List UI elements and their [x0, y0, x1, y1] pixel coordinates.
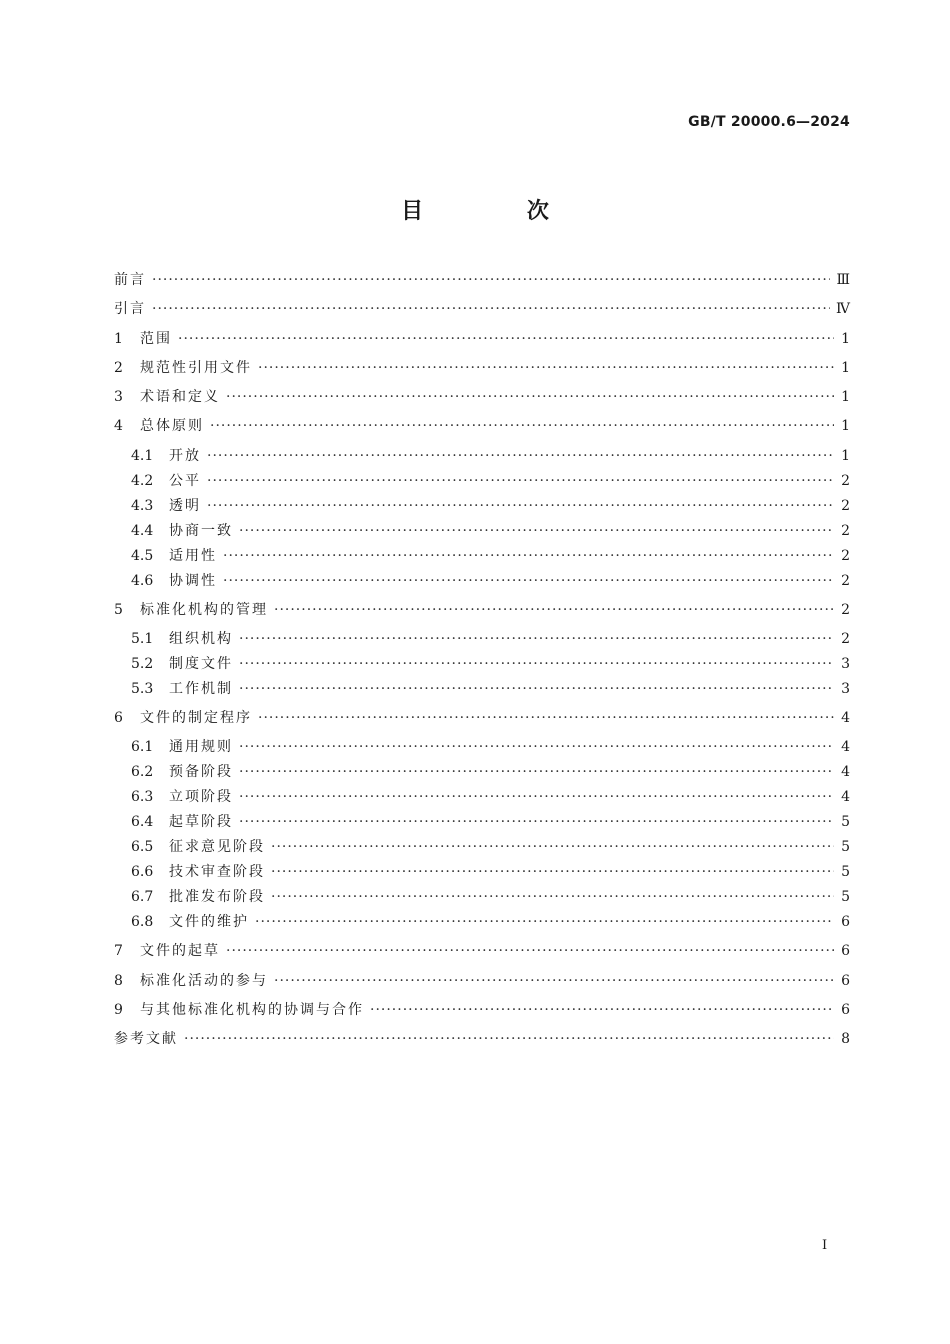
toc-dot-leader — [239, 522, 834, 540]
toc-entry-label: 批准发布阶段 — [169, 889, 265, 906]
toc-entry-number: 2 — [114, 359, 123, 376]
toc-entry-label: 通用规则 — [169, 739, 233, 756]
toc-dot-leader — [239, 655, 834, 673]
toc-entry-page: 4 — [841, 764, 850, 781]
toc-entry[interactable] — [114, 888, 850, 913]
toc-entry-page: 5 — [841, 839, 850, 856]
toc-dot-leader — [274, 601, 834, 619]
toc-entry-page: Ⅳ — [836, 301, 850, 318]
toc-entry-label: 协调性 — [169, 572, 217, 589]
standard-code: GB/T 20000.6—2024 — [688, 114, 850, 130]
toc-dot-leader — [239, 630, 834, 648]
toc-dot-leader — [239, 738, 834, 756]
toc-entry[interactable] — [114, 472, 850, 497]
toc-entry-page: 2 — [841, 601, 850, 618]
toc-entry-page: 2 — [841, 522, 850, 539]
toc-entry[interactable] — [114, 838, 850, 863]
toc-entry-page: 4 — [841, 789, 850, 806]
toc-entry-number: 4.4 — [131, 522, 154, 539]
toc-entry-page: 3 — [841, 681, 850, 698]
toc-entry-label: 开放 — [169, 447, 201, 464]
toc-dot-leader — [258, 359, 834, 377]
toc-entry-page: 5 — [841, 864, 850, 881]
toc-entry-label: 前言 — [114, 272, 146, 288]
toc-entry-label: 总体原则 — [140, 418, 204, 435]
toc-entry-label: 协商一致 — [169, 522, 233, 539]
toc-entry[interactable] — [114, 547, 850, 572]
toc-entry-page: Ⅲ — [836, 272, 850, 288]
toc-entry-label: 立项阶段 — [169, 789, 233, 806]
toc-entry[interactable] — [114, 942, 850, 971]
toc-entry-label: 制度文件 — [169, 656, 233, 673]
toc-dot-leader — [178, 330, 834, 348]
toc-entry-number: 8 — [114, 972, 123, 989]
toc-entry[interactable] — [114, 300, 850, 329]
toc-dot-leader — [255, 913, 834, 931]
toc-entry-number: 6.4 — [131, 814, 154, 831]
toc-entry-page: 6 — [841, 1001, 850, 1018]
toc-entry-page: 4 — [841, 710, 850, 727]
toc-dot-leader — [239, 763, 834, 781]
toc-entry-number: 4.2 — [131, 472, 154, 489]
toc-entry-label: 公平 — [169, 472, 201, 489]
toc-entry-label: 文件的维护 — [169, 914, 249, 931]
toc-entry[interactable] — [114, 863, 850, 888]
toc-entry-page: 2 — [841, 572, 850, 589]
toc-entry-number: 4.6 — [131, 572, 154, 589]
toc-entry-number: 5.2 — [131, 656, 154, 673]
toc-entry-label: 标准化活动的参与 — [140, 972, 268, 989]
toc-entry-page: 5 — [841, 814, 850, 831]
toc-dot-leader — [370, 1001, 834, 1019]
toc-entry-page: 4 — [841, 739, 850, 756]
toc-entry-label: 预备阶段 — [169, 764, 233, 781]
page-title: 目 次 — [401, 199, 597, 224]
toc-entry-label: 参考文献 — [114, 1031, 178, 1048]
toc-entry-number: 6 — [114, 710, 123, 727]
toc-dot-leader — [207, 497, 834, 515]
toc-entry-label: 文件的制定程序 — [140, 710, 252, 727]
toc-entry-number: 6.3 — [131, 789, 154, 806]
toc-entry-page: 2 — [841, 472, 850, 489]
toc-entry-page: 2 — [841, 497, 850, 514]
toc-entry-page: 6 — [841, 972, 850, 989]
toc-entry-label: 范围 — [140, 330, 172, 347]
toc-entry[interactable] — [114, 572, 850, 597]
toc-entry-number: 7 — [114, 943, 123, 960]
toc-dot-leader — [207, 472, 834, 490]
toc-entry-number: 3 — [114, 389, 123, 406]
toc-entry-number: 4.1 — [131, 447, 154, 464]
toc-entry-label: 与其他标准化机构的协调与合作 — [140, 1001, 364, 1018]
toc-entry-number: 6.8 — [131, 914, 154, 931]
toc-dot-leader — [258, 709, 834, 727]
toc-entry[interactable] — [114, 417, 850, 446]
toc-entry-label: 工作机制 — [169, 681, 233, 698]
toc-dot-leader — [271, 838, 834, 856]
toc-dot-leader — [184, 1030, 834, 1048]
toc-entry[interactable] — [114, 388, 850, 417]
toc-entry-page: 1 — [841, 418, 850, 435]
toc-entry[interactable] — [114, 913, 850, 938]
toc-entry-number: 6.6 — [131, 864, 154, 881]
toc-entry-label: 组织机构 — [169, 631, 233, 648]
toc-dot-leader — [239, 788, 834, 806]
toc-entry-page: 3 — [841, 656, 850, 673]
toc-entry[interactable] — [114, 709, 850, 738]
toc-entry[interactable] — [114, 330, 850, 359]
toc-entry[interactable] — [114, 813, 850, 838]
toc-dot-leader — [239, 813, 834, 831]
toc-entry-number: 5.3 — [131, 681, 154, 698]
toc-entry-page: 1 — [841, 389, 850, 406]
toc-entry[interactable] — [114, 763, 850, 788]
table-of-contents — [114, 271, 850, 1060]
toc-entry-page: 5 — [841, 889, 850, 906]
toc-entry[interactable] — [114, 271, 850, 300]
toc-entry[interactable] — [114, 447, 850, 472]
toc-entry-page: 6 — [841, 943, 850, 960]
toc-entry-page: 8 — [841, 1031, 850, 1048]
toc-entry-page: 2 — [841, 547, 850, 564]
toc-entry-page: 1 — [841, 359, 850, 376]
toc-dot-leader — [271, 863, 834, 881]
toc-entry-number: 4.5 — [131, 547, 154, 564]
toc-entry-number: 6.5 — [131, 839, 154, 856]
toc-entry[interactable] — [114, 359, 850, 388]
toc-entry-page: 1 — [841, 447, 850, 464]
toc-entry-label: 标准化机构的管理 — [140, 601, 268, 618]
toc-entry-number: 5 — [114, 601, 123, 618]
toc-entry-label: 引言 — [114, 301, 146, 318]
toc-entry-number: 4.3 — [131, 497, 154, 514]
toc-entry-label: 规范性引用文件 — [140, 359, 252, 376]
toc-entry-label: 透明 — [169, 497, 201, 514]
toc-entry-label: 文件的起草 — [140, 943, 220, 960]
toc-entry-number: 4 — [114, 418, 123, 435]
toc-entry-label: 适用性 — [169, 547, 217, 564]
toc-dot-leader — [226, 942, 834, 960]
toc-entry-number: 5.1 — [131, 631, 154, 648]
toc-dot-leader — [207, 447, 834, 465]
toc-entry-number: 6.2 — [131, 764, 154, 781]
toc-dot-leader — [274, 972, 834, 990]
toc-entry[interactable] — [114, 680, 850, 705]
toc-entry[interactable] — [114, 1030, 850, 1059]
toc-dot-leader — [223, 547, 834, 565]
toc-entry[interactable] — [114, 522, 850, 547]
toc-entry-number: 6.7 — [131, 889, 154, 906]
toc-entry[interactable] — [114, 497, 850, 522]
toc-entry-number: 1 — [114, 330, 123, 347]
toc-entry[interactable] — [114, 655, 850, 680]
toc-dot-leader — [210, 417, 834, 435]
toc-entry-label: 技术审查阶段 — [169, 864, 265, 881]
toc-dot-leader — [271, 888, 834, 906]
toc-dot-leader — [152, 300, 830, 318]
toc-entry-label: 起草阶段 — [169, 814, 233, 831]
toc-entry-label: 征求意见阶段 — [169, 839, 265, 856]
toc-entry-number: 9 — [114, 1001, 123, 1018]
toc-entry[interactable] — [114, 738, 850, 763]
toc-entry[interactable] — [114, 788, 850, 813]
toc-entry[interactable] — [114, 972, 850, 1001]
toc-entry-page: 6 — [841, 914, 850, 931]
toc-entry[interactable] — [114, 630, 850, 655]
toc-dot-leader — [223, 572, 834, 590]
toc-entry-page: 1 — [841, 330, 850, 347]
toc-entry-number: 6.1 — [131, 739, 154, 756]
toc-entry[interactable] — [114, 601, 850, 630]
toc-entry[interactable] — [114, 1001, 850, 1030]
page-number: I — [822, 1238, 828, 1253]
toc-entry-label: 术语和定义 — [140, 389, 220, 406]
toc-dot-leader — [226, 388, 834, 406]
toc-dot-leader — [152, 271, 830, 289]
toc-entry-page: 2 — [841, 631, 850, 648]
toc-dot-leader — [239, 680, 834, 698]
